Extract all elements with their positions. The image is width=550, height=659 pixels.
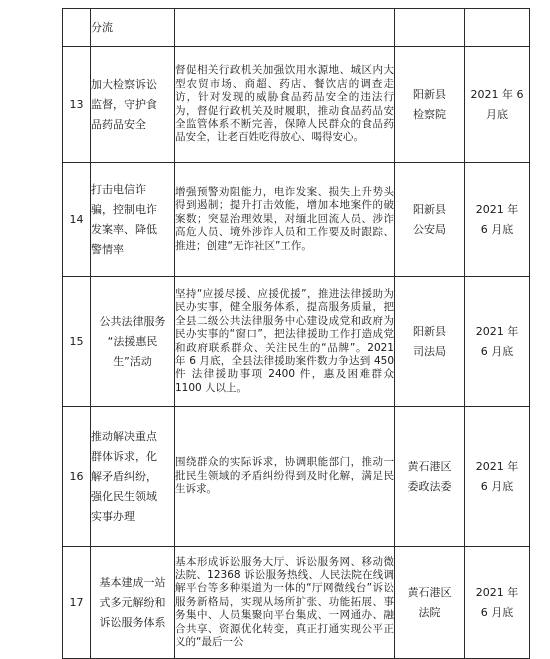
- task-cell: 推动解决重点 群体诉求，化 解矛盾纠纷， 强化民生领域 实事办理: [91, 407, 175, 547]
- table-row: [63, 547, 530, 659]
- table-row: [63, 47, 530, 163]
- table-row: [63, 407, 530, 547]
- content-cell: 围绕群众的实际诉求，协调职能部门，推动一批民生领域的矛盾纠纷得到及时化解，满足民生诉求。: [175, 407, 395, 547]
- task-cell: 分流: [91, 9, 175, 47]
- row-number: [63, 9, 91, 47]
- task-cell: 基本建成一站 式多元解纷和 诉讼服务体系: [91, 547, 175, 659]
- task-cell: 打击电信诈 骗，控制电诈 发案率、降低 警情率: [91, 163, 175, 277]
- row-number: 13: [63, 47, 91, 163]
- row-number: 17: [63, 547, 91, 659]
- deadline-cell: 2021 年 6 月底: [465, 47, 530, 163]
- unit-cell: [395, 9, 465, 47]
- table-row: [63, 9, 530, 47]
- deadline-cell: 2021 年 6 月底: [465, 277, 530, 407]
- row-number: 15: [63, 277, 91, 407]
- unit-cell: 黄石港区 委政法委: [395, 407, 465, 547]
- table-row: [63, 277, 530, 407]
- task-table: [62, 8, 530, 659]
- content-cell: 督促相关行政机关加强饮用水源地、城区内大型农贸市场、商超、药店、餐饮店的调查走访，针对发现的威胁食品药品安全的违法行为，督促行政机关及时履职，推动食品药品安全监管体系不断完善，保障人民群众的食品药品安全，让老百姓吃得放心、喝得安心。: [175, 47, 395, 163]
- table-row: [63, 163, 530, 277]
- unit-cell: 阳新县 公安局: [395, 163, 465, 277]
- row-number: 16: [63, 407, 91, 547]
- content-cell: [175, 9, 395, 47]
- deadline-cell: 2021 年 6 月底: [465, 547, 530, 659]
- content-cell: 增强预警劝阻能力，电诈发案、损失上升势头得到遏制；提升打击效能，增加本地案件的破案数；突显治理效果，对缅北回流人员、涉诈高危人员、境外涉诈人员和工作要及时跟踪、推进；创建“无诈社区”工作。: [175, 163, 395, 277]
- unit-cell: 阳新县 检察院: [395, 47, 465, 163]
- unit-cell: 黄石港区 法院: [395, 547, 465, 659]
- unit-cell: 阳新县 司法局: [395, 277, 465, 407]
- content-cell: 坚持“应援尽援、应援优援”，推进法律援助为民办实事，健全服务体系，提高服务质量，把全县二级公共法律服务中心建设成党和政府为民办实事的“窗口”，把法律援助工作打造成党和政府联系群众、关注民生的“品牌”。2021 年 6 月底，全县法律援助案件数力争达到 450 件 法律援助事项 2400 件，惠及困难群众 1100 人以上。: [175, 277, 395, 407]
- deadline-cell: [465, 9, 530, 47]
- task-cell: 公共法律服务 “法援惠民 生”活动: [91, 277, 175, 407]
- row-number: 14: [63, 163, 91, 277]
- deadline-cell: 2021 年 6 月底: [465, 407, 530, 547]
- deadline-cell: 2021 年 6 月底: [465, 163, 530, 277]
- content-cell: 基本形成诉讼服务大厅、诉讼服务网、移动微法院、12368 诉讼服务热线、人民法院在线调解平台等多种渠道为一体的“厅网微线台”诉讼服务新格局，实现从场所扩张、功能拓展、事务集中、人员集聚向平台集成、一网通办、融合共享、资源优化转变，真正打通实现公平正义的“最后一公: [175, 547, 395, 659]
- task-cell: 加大检察诉讼 监督，守护食 品药品安全: [91, 47, 175, 163]
